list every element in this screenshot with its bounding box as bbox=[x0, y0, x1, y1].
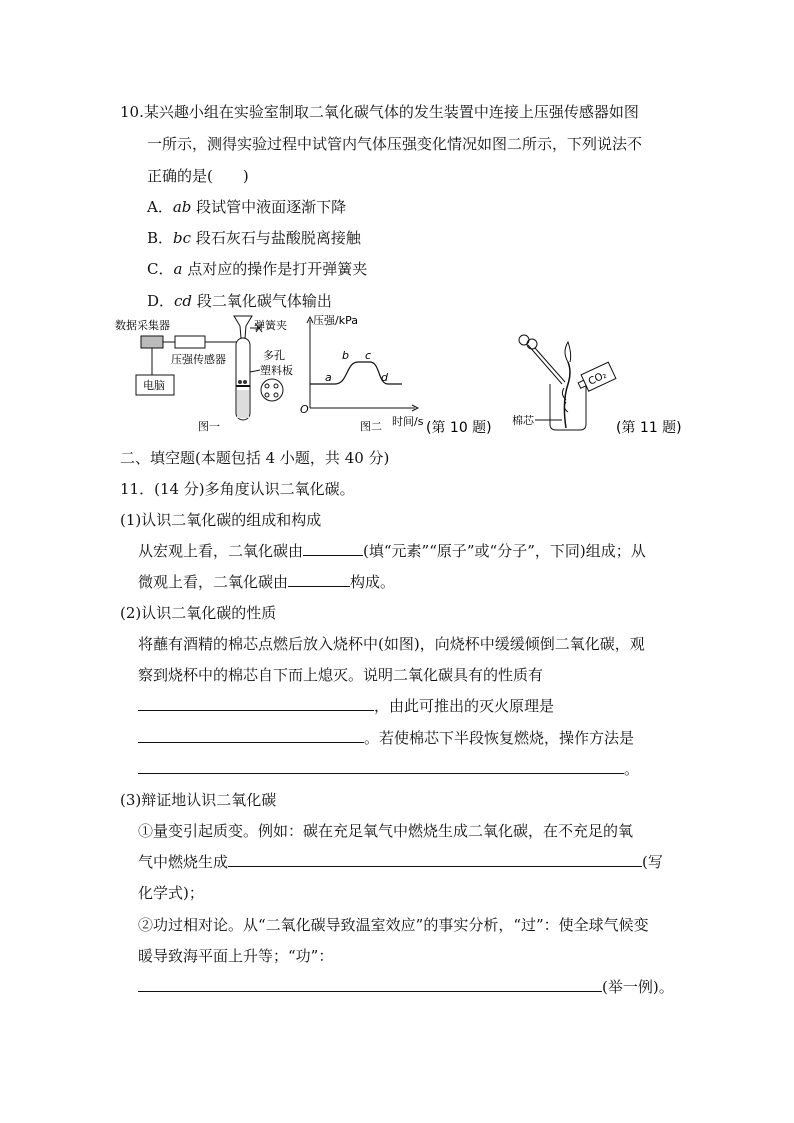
hole bbox=[265, 384, 269, 388]
answer-blank-5[interactable] bbox=[138, 759, 624, 774]
figures-row bbox=[110, 312, 690, 442]
y-axis-label: 压强/kPa bbox=[313, 314, 358, 327]
q10-option-d bbox=[147, 291, 332, 311]
q11-part2-line2: 察到烧杯中的棉芯自下而上熄灭。说明二氧化碳具有的性质有 bbox=[138, 666, 544, 684]
q11-part2-line3 bbox=[138, 696, 554, 716]
stone bbox=[238, 380, 242, 384]
q11-part1-line1 bbox=[138, 541, 646, 561]
fig-tag-11: (第 11 题) bbox=[616, 420, 682, 436]
hole bbox=[265, 393, 269, 397]
q10-stem-text1: 某兴趣小组在实验室制取二氧化碳气体的发生装置中连接上压强传感器如图 bbox=[143, 103, 639, 121]
point-d: d bbox=[381, 371, 388, 384]
option-var: a bbox=[173, 260, 183, 278]
flame-icon bbox=[565, 342, 571, 362]
text: (举一例)。 bbox=[602, 978, 674, 996]
x-axis-label: 时间/s bbox=[392, 415, 424, 428]
q10-option-c bbox=[147, 259, 367, 279]
liquid bbox=[237, 390, 249, 418]
label-plate-2: 塑料板 bbox=[260, 364, 293, 377]
answer-blank-2[interactable] bbox=[288, 572, 350, 587]
pointer bbox=[250, 370, 260, 372]
label-clamp: 弹簧夹 bbox=[254, 319, 287, 332]
q11-part2-line5 bbox=[138, 759, 639, 779]
collector-box bbox=[141, 336, 163, 348]
beaker bbox=[550, 384, 586, 430]
text: 构成。 bbox=[350, 573, 396, 591]
text: 。 bbox=[624, 760, 640, 778]
q11-part2-title: (2)认识二氧化碳的性质 bbox=[120, 604, 277, 622]
answer-blank-3[interactable] bbox=[138, 696, 374, 711]
hole bbox=[274, 384, 278, 388]
option-letter: A． bbox=[147, 198, 173, 216]
q10-number: 10. bbox=[120, 103, 144, 121]
funnel bbox=[234, 316, 252, 338]
option-text: 点对应的操作是打开弹簧夹 bbox=[182, 260, 368, 278]
q11-part3-line4: ②功过相对论。从“二氧化碳导致温室效应”的事实分析，“过”：使全球气候变 bbox=[138, 916, 649, 934]
answer-blank-1[interactable] bbox=[303, 541, 363, 556]
q11-part3-title: (3)辩证地认识二氧化碳 bbox=[120, 791, 277, 809]
option-text: 段石灰石与盐酸脱离接触 bbox=[191, 229, 361, 247]
stone bbox=[243, 380, 247, 384]
point-b: b bbox=[342, 349, 349, 362]
answer-blank-4[interactable] bbox=[138, 728, 364, 743]
q10-option-b bbox=[147, 228, 361, 248]
option-var: cd bbox=[174, 292, 193, 310]
q10-stem-line3: 正确的是( ) bbox=[147, 167, 249, 185]
caption-fig2: 图二 bbox=[360, 420, 382, 433]
option-letter: D． bbox=[147, 292, 175, 310]
text: (写 bbox=[642, 853, 663, 871]
q10-option-a bbox=[147, 197, 346, 217]
text: 微观上看，二氧化碳由 bbox=[138, 573, 289, 591]
sensor-box bbox=[175, 336, 205, 348]
caption-fig1: 图一 bbox=[198, 420, 220, 433]
q11-part3-line3: 化学式)； bbox=[138, 884, 204, 902]
option-text: 段试管中液面逐渐下降 bbox=[191, 198, 347, 216]
label-collector: 数据采集器 bbox=[115, 319, 170, 332]
pressure-curve bbox=[310, 362, 402, 384]
q11-heading: 11．(14 分)多角度认识二氧化碳。 bbox=[120, 480, 355, 498]
option-var: ab bbox=[172, 198, 192, 216]
section-2-heading: 二、填空题(本题包括 4 小题，共 40 分) bbox=[120, 449, 390, 467]
plate-magnified bbox=[261, 379, 283, 401]
text: 气中燃烧生成 bbox=[138, 853, 229, 871]
text: ，由此可推出的灭火原理是 bbox=[374, 697, 555, 715]
tongs-ring bbox=[527, 339, 537, 349]
option-text: 段二氧化碳气体输出 bbox=[192, 292, 332, 310]
label-co2: CO₂ bbox=[586, 369, 609, 388]
answer-blank-7[interactable] bbox=[138, 977, 602, 992]
option-letter: B． bbox=[147, 229, 174, 247]
tongs bbox=[528, 345, 565, 384]
wick bbox=[564, 362, 570, 428]
q11-part2-line1: 将蘸有酒精的棉芯点燃后放入烧杯中(如图)，向烧杯中缓缓倾倒二氧化碳，观 bbox=[138, 635, 645, 653]
q10-stem-line2: 一所示，测得实验过程中试管内气体压强变化情况如图二所示，下列说法不 bbox=[147, 135, 643, 153]
option-var: bc bbox=[173, 229, 192, 247]
q11-part1-title: (1)认识二氧化碳的组成和构成 bbox=[120, 511, 322, 529]
label-computer: 电脑 bbox=[143, 379, 165, 392]
answer-blank-6[interactable] bbox=[228, 852, 642, 867]
figure-11-beaker bbox=[512, 335, 682, 436]
label-plate-1: 多孔 bbox=[263, 349, 285, 362]
figure-1-apparatus bbox=[115, 316, 293, 433]
fig-tag-10: (第 10 题) bbox=[426, 420, 492, 436]
figure-2-graph bbox=[300, 314, 424, 433]
q11-part3-line2 bbox=[138, 852, 663, 872]
q11-part1-line2 bbox=[138, 572, 395, 592]
q11-part3-line5: 暖导致海平面上升等；“功”： bbox=[138, 947, 334, 965]
q11-part3-line1: ①量变引起质变。例如：碳在充足氧气中燃烧生成二氧化碳，在不充足的氧 bbox=[138, 822, 634, 840]
label-wick: 棉芯 bbox=[512, 414, 534, 427]
q11-part3-line6 bbox=[138, 977, 674, 997]
origin-label: O bbox=[300, 403, 309, 416]
point-c: c bbox=[365, 349, 372, 362]
label-sensor: 压强传感器 bbox=[171, 353, 226, 366]
q11-part2-line4 bbox=[138, 728, 634, 748]
option-letter: C． bbox=[147, 260, 174, 278]
point-a: a bbox=[325, 371, 332, 384]
q10-stem-line1 bbox=[120, 102, 639, 122]
hole bbox=[274, 393, 278, 397]
text: 从宏观上看，二氧化碳由 bbox=[138, 542, 304, 560]
text: (填“元素”“原子”或“分子”，下同)组成；从 bbox=[363, 542, 646, 560]
text: 。若使棉芯下半段恢复燃烧，操作方法是 bbox=[364, 729, 635, 747]
